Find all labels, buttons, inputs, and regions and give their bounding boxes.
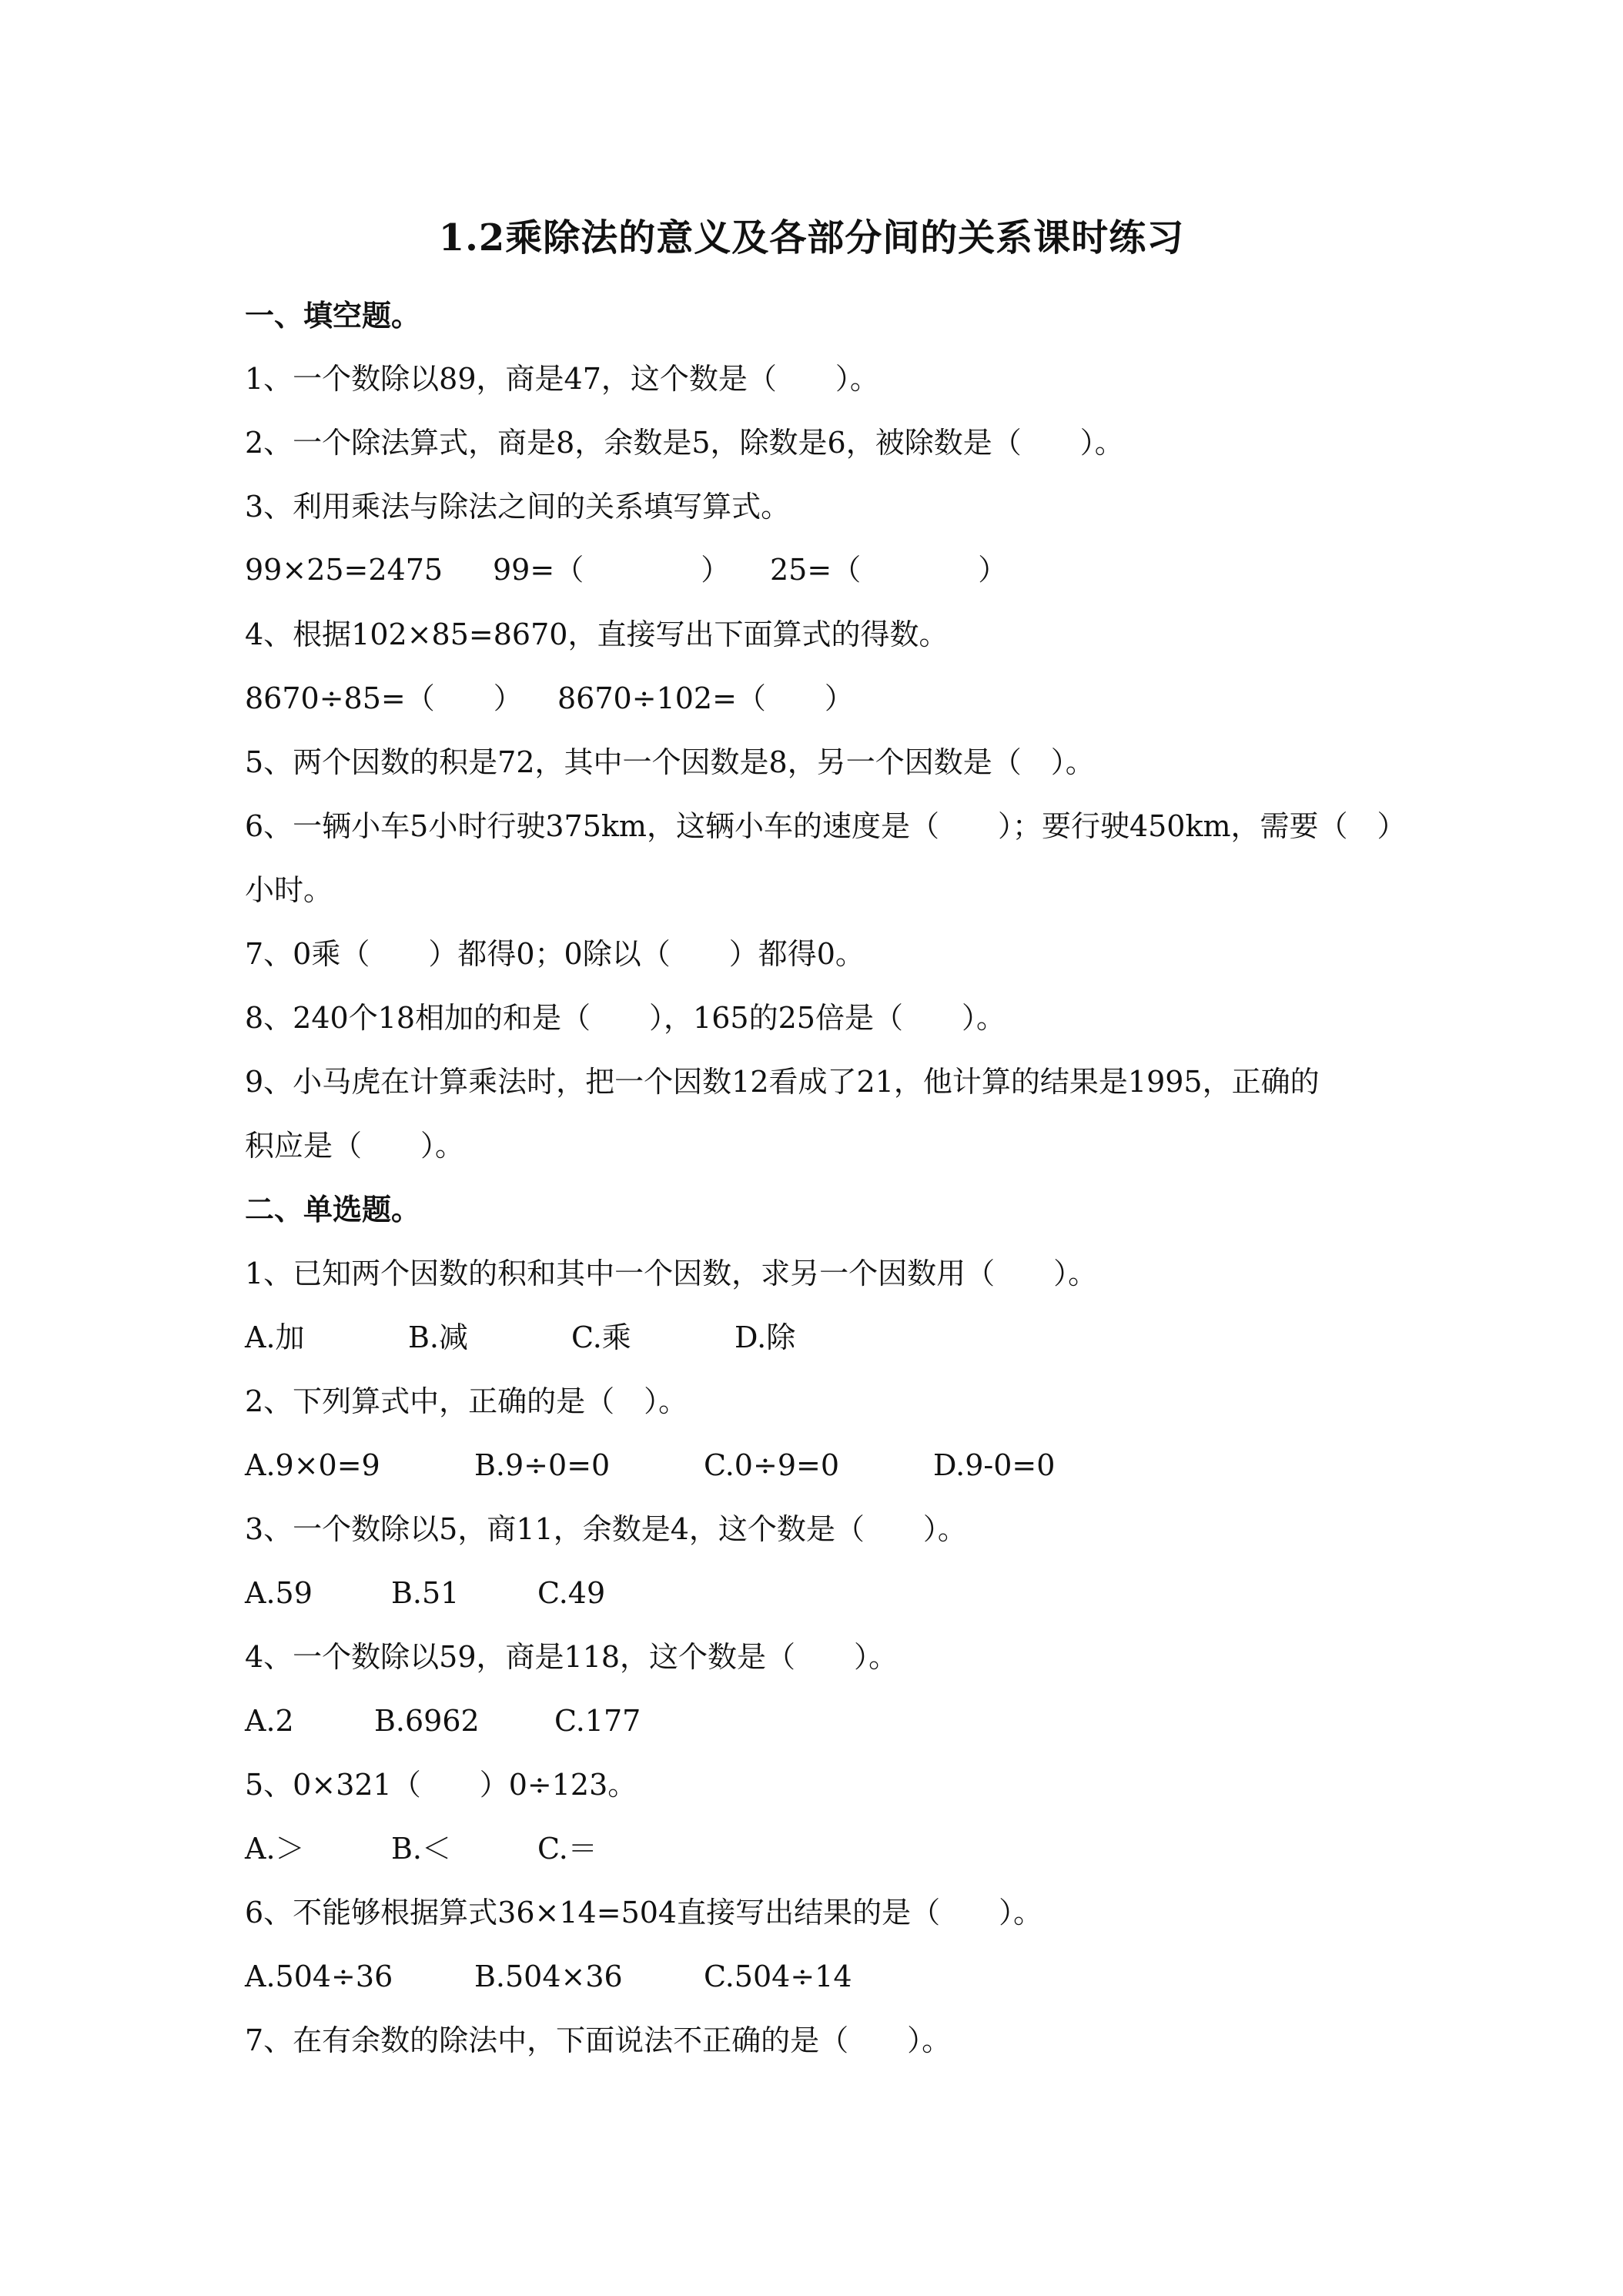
question-fill-8: 8、240个18相加的和是（ ），165的25倍是（ ）。: [245, 1001, 1006, 1035]
choice-5-option-b: B.＜: [391, 1832, 452, 1866]
question-choice-2: 2、下列算式中，正确的是（ ）。: [245, 1384, 688, 1418]
choice-3-option-b: B.51: [391, 1576, 460, 1610]
page-title: 1.2乘除法的意义及各部分间的关系课时练习: [438, 216, 1185, 259]
choice-2-option-d: D.9-0=0: [933, 1448, 1056, 1482]
question-fill-4-blank-b: 8670÷102=（ ）: [557, 681, 854, 715]
choice-1-option-c: C.乘: [571, 1320, 631, 1354]
choice-5-option-c: C.＝: [537, 1832, 597, 1866]
question-fill-4: 4、根据102×85=8670，直接写出下面算式的得数。: [245, 618, 949, 651]
question-fill-2: 2、一个除法算式，商是8，余数是5，除数是6，被除数是（ ）。: [245, 426, 1124, 460]
choice-1-option-b: B.减: [408, 1320, 469, 1354]
choice-5-option-a: A.＞: [245, 1832, 305, 1866]
question-fill-3-blank-a: 99=（ ）: [493, 553, 731, 587]
question-fill-4-blank-a: 8670÷85=（ ）: [245, 681, 523, 715]
choice-1-option-d: D.除: [735, 1320, 796, 1354]
question-fill-3-equation: 99×25=2475: [245, 553, 443, 587]
section-heading-single-choice: 二、单选题。: [245, 1192, 421, 1227]
question-choice-6: 6、不能够根据算式36×14=504直接写出结果的是（ ）。: [245, 1896, 1043, 1930]
question-fill-9-line1: 9、小马虎在计算乘法时，把一个因数12看成了21，他计算的结果是1995，正确的: [245, 1065, 1320, 1099]
choice-2-option-b: B.9÷0=0: [474, 1448, 611, 1482]
question-fill-1: 1、一个数除以89，商是47，这个数是（ ）。: [245, 362, 879, 396]
question-choice-3: 3、一个数除以5，商11，余数是4，这个数是（ ）。: [245, 1512, 967, 1546]
choice-2-option-c: C.0÷9=0: [704, 1448, 840, 1482]
choice-6-option-b: B.504×36: [474, 1960, 623, 1993]
choice-6-option-a: A.504÷36: [245, 1960, 393, 1993]
question-choice-1: 1、已知两个因数的积和其中一个因数，求另一个因数用（ ）。: [245, 1257, 1098, 1290]
question-fill-3-blank-b: 25=（ ）: [770, 553, 1008, 587]
question-choice-4: 4、一个数除以59，商是118，这个数是（ ）。: [245, 1640, 899, 1674]
question-fill-9-line2: 积应是（ ）。: [245, 1129, 465, 1163]
choice-6-option-c: C.504÷14: [704, 1960, 852, 1993]
choice-2-option-a: A.9×0=9: [245, 1448, 380, 1482]
choice-4-option-b: B.6962: [374, 1704, 480, 1738]
question-fill-6-line2: 小时。: [245, 873, 333, 907]
question-fill-6-line1: 6、一辆小车5小时行驶375km，这辆小车的速度是（ ）；要行驶450km，需要（ ）: [245, 809, 1407, 843]
question-choice-7: 7、在有余数的除法中，下面说法不正确的是（ ）。: [245, 2023, 952, 2057]
choice-4-option-c: C.177: [554, 1704, 641, 1738]
question-fill-7: 7、0乘（ ）都得0；0除以（ ）都得0。: [245, 937, 865, 971]
choice-4-option-a: A.2: [245, 1704, 294, 1738]
section-heading-fill-blank: 一、填空题。: [245, 298, 421, 333]
question-fill-3: 3、利用乘法与除法之间的关系填写算式。: [245, 490, 791, 524]
choice-3-option-c: C.49: [537, 1576, 606, 1610]
question-choice-5: 5、0×321（ ）0÷123。: [245, 1768, 637, 1802]
choice-3-option-a: A.59: [245, 1576, 313, 1610]
question-fill-5: 5、两个因数的积是72，其中一个因数是8，另一个因数是（ ）。: [245, 745, 1095, 779]
choice-1-option-a: A.加: [245, 1320, 305, 1354]
